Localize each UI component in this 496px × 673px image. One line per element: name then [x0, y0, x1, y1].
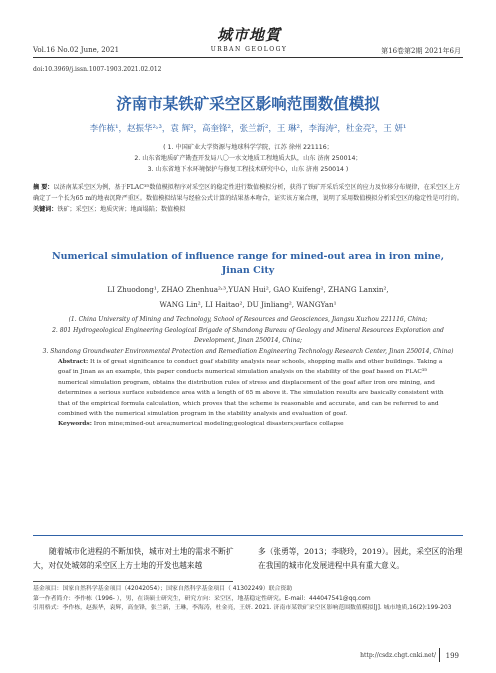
footnotes [33, 585, 463, 614]
logo-chinese: 城市地質 [216, 26, 281, 44]
body-text-left-column: 随着城市化进程的不断加快，城市对土地的需求不断扩大，对仅处城郊的采空区上方土地的开发也越来越 [33, 547, 234, 570]
chinese-affiliation-2: 2. 山东省地质矿产勘查开发局八〇一水文地质工程地质大队，山东 济南 250014； [134, 155, 362, 162]
chinese-affiliations [0, 142, 496, 175]
english-title-line-1: Numerical simulation of influence range for mined-out area in iron mine, [51, 251, 445, 262]
english-keywords: Iron mine;mined-out area;numerical modeling;geological disasters;surface collapse [93, 421, 344, 428]
footnote-citation: 引用格式：李作栋，赵振华，袁辉，高奎锋，张兰新，王琳，李海涛，杜金亮，王妍. 2021. 济南市某铁矿采空区影响范围数值模拟[J]. 城市地质,16(2):199-203 [33, 605, 452, 612]
english-authors-line-2: WANG Lin², LI Haitao², DU Jinliang², WANGYan¹ [159, 300, 337, 309]
chinese-keywords: 铁矿；采空区；地质灾害；地面塌陷；数值模拟 [57, 206, 186, 214]
page-number: 199 [445, 652, 459, 660]
page-number-divider [439, 648, 440, 662]
english-abstract-label: Abstract: [58, 358, 89, 365]
chinese-keywords-label: 关键词： [33, 206, 58, 214]
english-affiliation-2: 2. 801 Hydrogeological Engineering Geological Brigade of Shandong Bureau of Geology and Mineral Resources Exploration and [52, 326, 444, 334]
journal-logo [203, 24, 295, 53]
footnote-author: 第一作者简介：李作栋（1996- ），男，在读硕士研究生，研究方向：采空区，地基稳定性研究。E-mail：444047541@qq.com [33, 595, 371, 602]
chinese-abstract [33, 182, 463, 216]
body-text-right-column: 多（张勇等，2013；李晓玲，2019）。因此，采空区的治理在我国的城市化发展进程中具有重大意义。 [258, 547, 463, 570]
english-abstract [58, 357, 446, 430]
english-title [0, 250, 496, 278]
english-authors [60, 282, 436, 312]
chinese-affiliation-3: 3. 山东省地下水环境保护与修复工程技术研究中心，山东 济南 250014 ) [147, 166, 349, 173]
footnote-funding: 基金项目：国家自然科学基金项目（42042054）；国家自然科学基金项目（ 41302249）联合资助 [33, 586, 293, 592]
journal-url[interactable]: http://csdz.chgt.cnki.net/ [360, 652, 436, 659]
chinese-abstract-label: 摘 要： [33, 184, 54, 191]
journal-volume-info: Vol.16 No.02 June, 2021 [33, 46, 120, 54]
english-affiliations [28, 315, 468, 357]
chinese-abstract-text: 以济南某采空区为例，基于FLAC³ᴰ数值模拟程序对采空区的稳定性进行数值模拟分析，获得了铁矿开采后采空区的应力及位移分布规律，在采空区上方确定了一个长为65 m的地表沉降严重区。数值模拟结果与经验公式计算的结果基本吻合，证实该方案合理，说明了采用数值模拟分析采空区的稳定性是可行的。 [33, 184, 463, 203]
chinese-title: 济南市某铁矿采空区影响范围数值模拟 [116, 95, 380, 113]
english-keywords-label: Keywords: [58, 420, 92, 428]
logo-english: URBAN GEOLOGY [210, 46, 288, 53]
chinese-affiliation-1: ( 1. 中国矿业大学资源与地球科学学院，江苏 徐州 221116； [163, 144, 333, 151]
doi: doi:10.3969/j.issn.1007-1903.2021.02.012 [33, 66, 162, 73]
journal-issue-info: 第16卷第2期 2021年6月 [381, 47, 461, 55]
english-title-line-2: Jinan City [221, 265, 275, 276]
section-divider [33, 535, 463, 536]
english-affiliation-1: (1. China University of Mining and Technology, School of Resources and Geosciences, Jiangsu Xuzhou 221116, China; [68, 316, 428, 323]
header-divider [33, 57, 463, 58]
english-abstract-text: It is of great significance to conduct goaf stability analysis near schools, shopping malls and other buildings. Taking a goaf in Jinan as an example, this paper conducts numerical simulation analysis on the stability of the goaf based on FLAC³ᴰ numerical simulation program, obtains the distribution rules of stress and displacement of the goaf after iron ore mining, and determines a serious surface subsidence area with a length of 65 m above it. The simulation results are basically consistent with that of the empirical formula calculation, which proves that the scheme is reasonable and accurate, and can be referred to and combined with the numerical simulation program in the stability analysis and evaluation of goaf. [58, 359, 444, 418]
english-affiliation-3: 3. Shandong Groundwater Environmental Protection and Remediation Engineering Technology Research Center, Jinan 250014, China) [42, 347, 454, 355]
english-affiliation-2b: Development, Jinan 250014, China; [193, 337, 303, 344]
footnote-divider [33, 581, 233, 582]
chinese-authors: 李作栋¹，赵振华²˒³，袁 辉²，高奎锋²，张兰新²，王 琳²，李海涛²，杜金亮²，王 妍¹ [89, 124, 407, 134]
english-authors-line-1: LI Zhuodong¹, ZHAO Zhenhua²˒³,YUAN Hui², GAO Kuifeng², ZHANG Lanxin², [107, 285, 389, 294]
